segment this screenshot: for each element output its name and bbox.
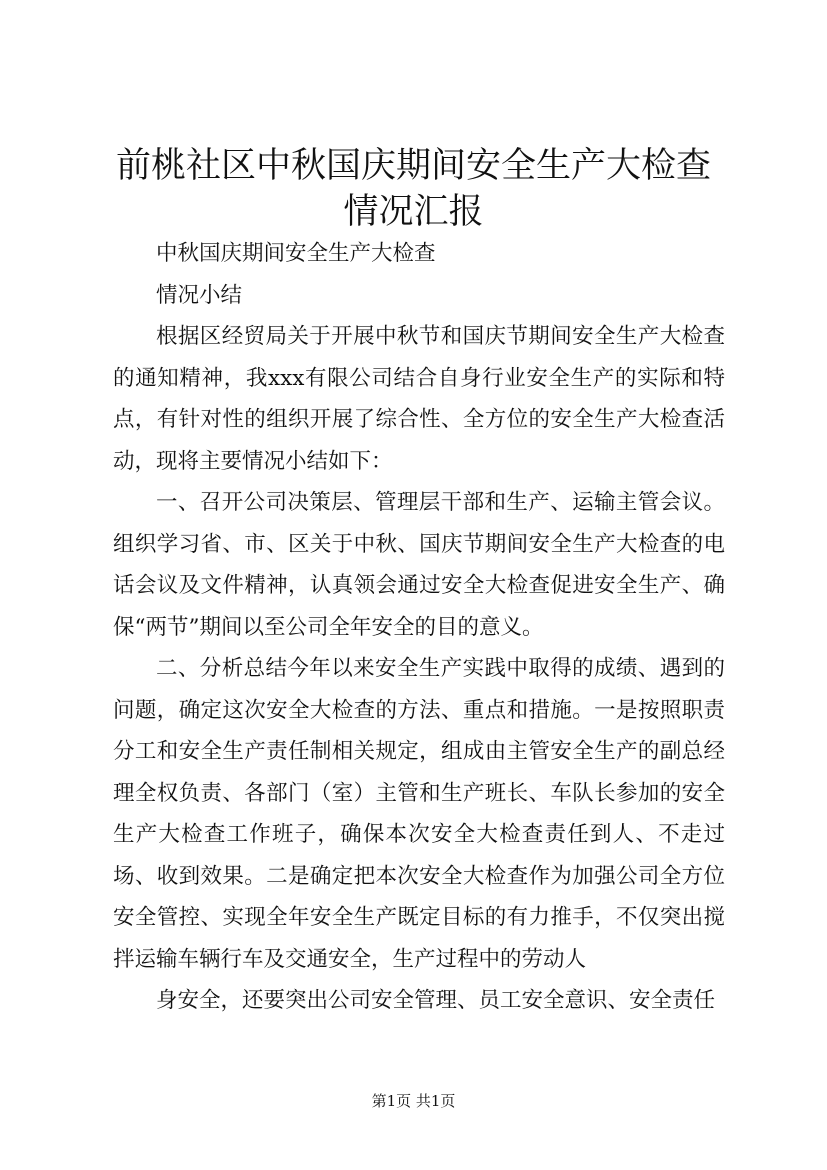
paragraph-section-one: 一、召开公司决策层、管理层干部和生产、运输主管会议。组织学习省、市、区关于中秋、国庆节期间安全生产大检查的电话会议及文件精神，认真领会通过安全大检查促进安全生产、确保“两节”期间以至公司全年安全的目的意义。 <box>113 490 725 640</box>
document-title: 前桃社区中秋国庆期间安全生产大检查情况汇报 <box>115 146 711 232</box>
document-body <box>113 233 725 1022</box>
paragraph-continuation: 身安全，还要突出公司安全管理、员工安全意识、安全责任 <box>156 988 716 1013</box>
paragraph-subtitle-2: 情况小结 <box>156 282 243 308</box>
paragraph-subtitle-1: 中秋国庆期间安全生产大检查 <box>156 241 436 266</box>
page-number-footer: 第1页 共1页 <box>371 1092 456 1110</box>
paragraph-intro: 根据区经贸局关于开展中秋节和国庆节期间安全生产大检查的通知精神，我xxx有限公司结合自身行业安全生产的实际和特点，有针对性的组织开展了综合性、全方位的安全生产大检查活动，现将主要情况小结如下： <box>113 324 725 474</box>
paragraph-section-two: 二、分析总结今年以来安全生产实践中取得的成绩、遇到的问题，确定这次安全大检查的方法、重点和措施。一是按照职责分工和安全生产责任制相关规定，组成由主管安全生产的副总经理全权负责、各部门（室）主管和生产班长、车队长参加的安全生产大检查工作班子，确保本次安全大检查责任到人、不走过场、收到效果。二是确定把本次安全大检查作为加强公司全方位安全管控、实现全年安全生产既定目标的有力推手，不仅突出搅拌运输车辆行车及交通安全，生产过程中的劳动人 <box>113 656 725 972</box>
